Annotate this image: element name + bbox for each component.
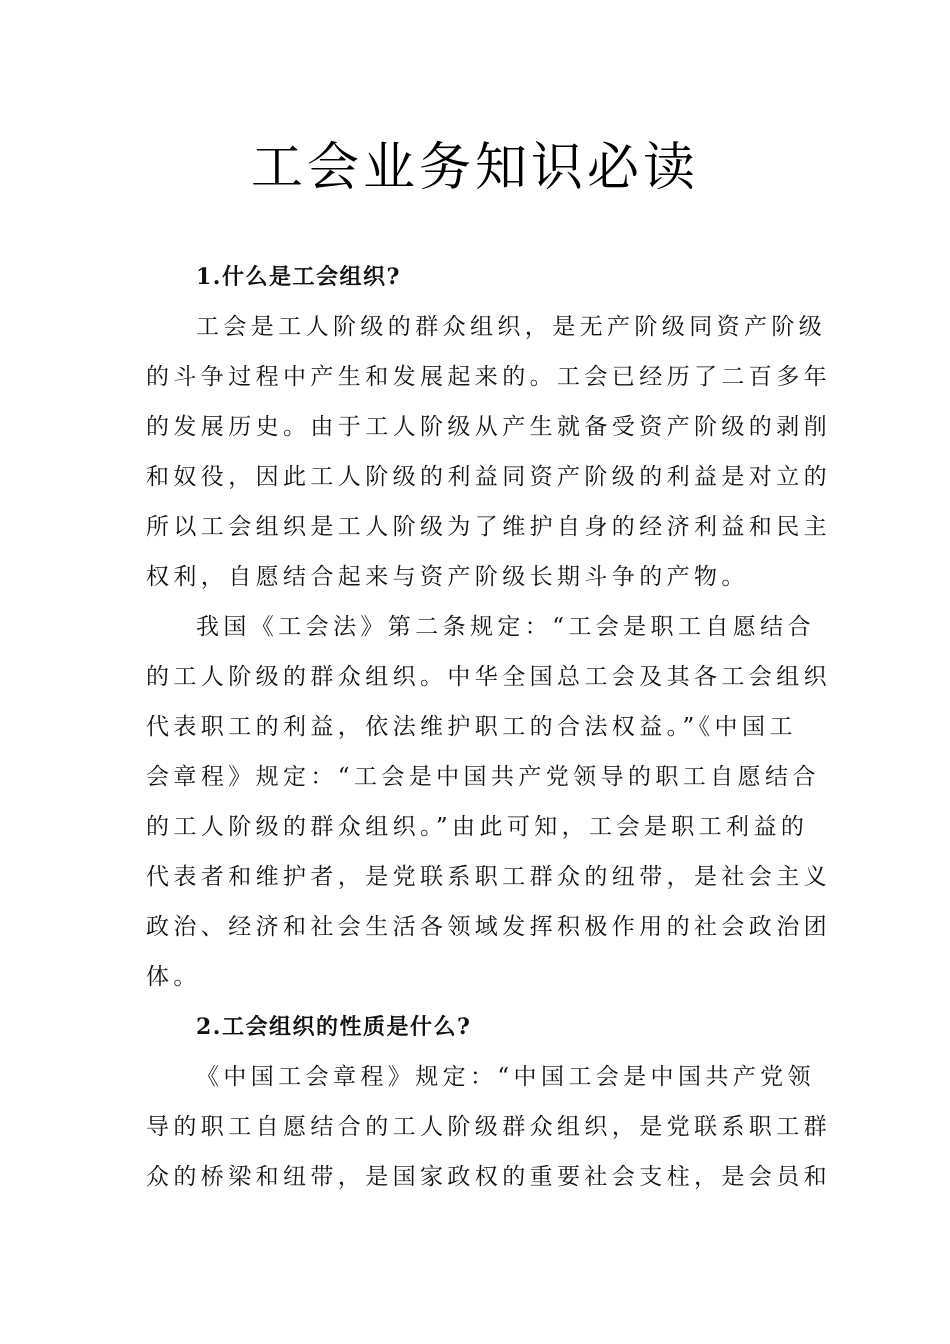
text-line: 导的职工自愿结合的工人阶级群众组织，是党联系职工群: [146, 1114, 831, 1140]
text-line: 众的桥梁和纽带，是国家政权的重要社会支柱，是会员和: [146, 1164, 831, 1190]
text-line: 代表职工的利益，依法维护职工的合法权益。”《中国工: [146, 714, 797, 740]
text-line: 和奴役，因此工人阶级的利益同资产阶级的利益是对立的: [146, 464, 831, 490]
text-line: 《中国工会章程》规定：“中国工会是中国共产党领: [196, 1064, 815, 1090]
section-1-paragraph-2: [146, 602, 831, 1002]
text-line: 会章程》规定：“工会是中国共产党领导的职工自愿结合: [146, 764, 820, 790]
section-2-paragraph-1: [146, 1052, 831, 1202]
text-line: 的斗争过程中产生和发展起来的。工会已经历了二百多年: [146, 364, 831, 390]
text-line: 的发展历史。由于工人阶级从产生就备受资产阶级的剥削: [146, 414, 831, 440]
document-title: 工会业务知识必读: [250, 138, 699, 198]
section-1-paragraph-1: [146, 302, 831, 602]
text-line: 工会是工人阶级的群众组织，是无产阶级同资产阶级: [196, 314, 827, 340]
document-body: [146, 252, 831, 1202]
text-line: 权利，自愿结合起来与资产阶级长期斗争的产物。: [146, 564, 749, 590]
text-line: 的工人阶级的群众组织。”由此可知，工会是职工利益的: [146, 814, 809, 840]
text-line: 我国《工会法》第二条规定：“工会是职工自愿结合: [196, 614, 815, 640]
section-heading-2: 2.工会组织的性质是什么?: [196, 1014, 472, 1040]
text-line: 体。: [146, 964, 201, 990]
section-heading-1: 1.什么是工会组织?: [196, 264, 401, 290]
text-line: 所以工会组织是工人阶级为了维护自身的经济利益和民主: [146, 514, 831, 540]
text-line: 代表者和维护者，是党联系职工群众的纽带，是社会主义: [146, 864, 831, 890]
text-line: 政治、经济和社会生活各领域发挥积极作用的社会政治团: [146, 914, 831, 940]
text-line: 的工人阶级的群众组织。中华全国总工会及其各工会组织: [146, 664, 831, 690]
